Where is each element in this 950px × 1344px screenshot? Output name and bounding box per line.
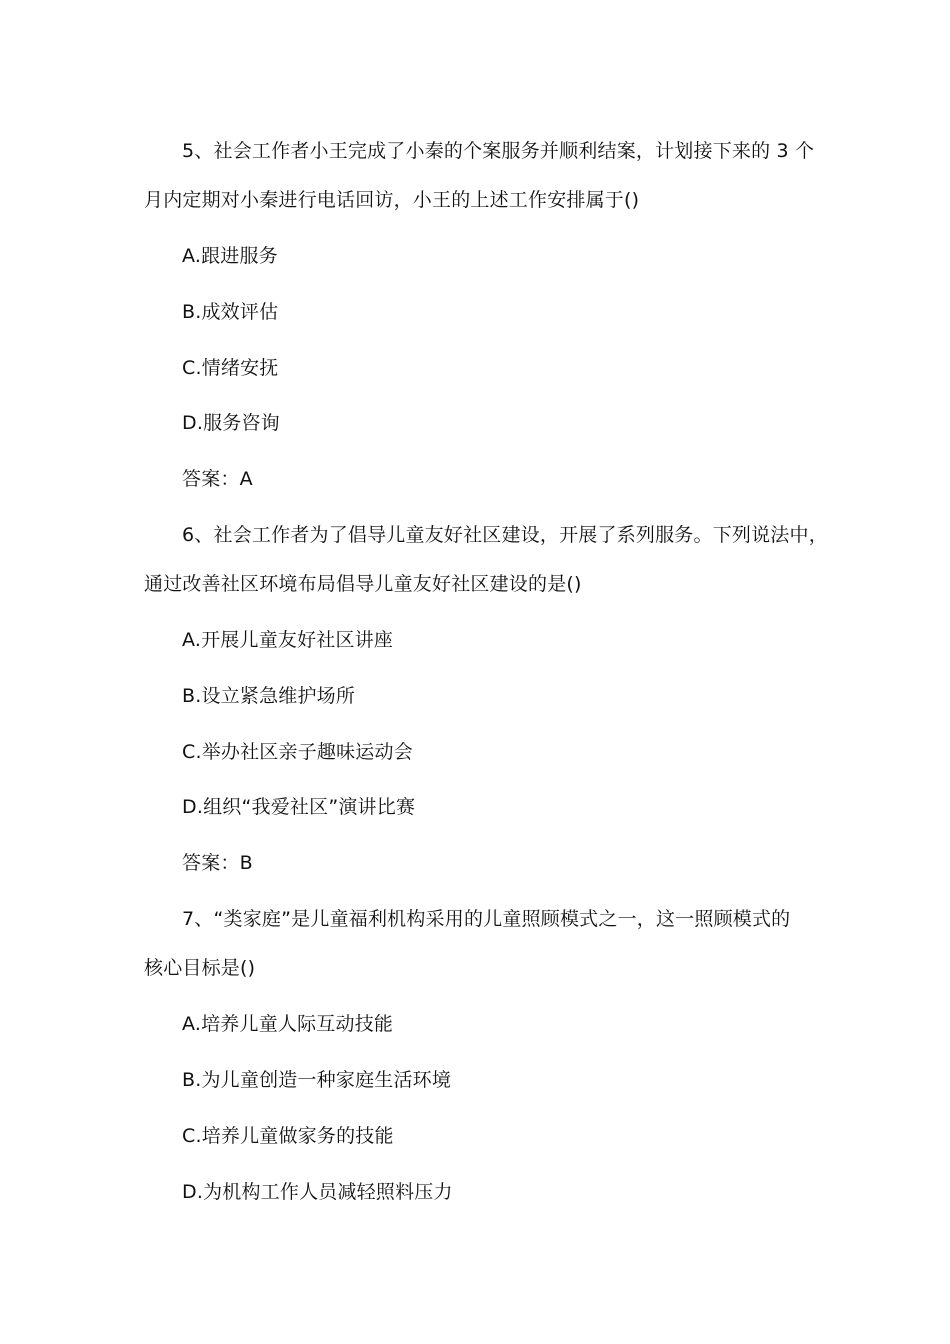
question-5-stem-line-2: 月内定期对小秦进行电话回访，小王的上述工作安排属于(): [144, 189, 640, 211]
question-5-option-b: B.成效评估: [182, 301, 279, 323]
question-7-option-c: C.培养儿童做家务的技能: [182, 1125, 394, 1147]
question-7-option-a: A.培养儿童人际互动技能: [182, 1013, 394, 1035]
question-7-stem-line-1: 7、“类家庭”是儿童福利机构采用的儿童照顾模式之一，这一照顾模式的: [182, 908, 791, 930]
question-6-option-c: C.举办社区亲子趣味运动会: [182, 741, 413, 763]
question-5-option-c: C.情绪安抚: [182, 357, 279, 379]
question-6-option-d: D.组织“我爱社区”演讲比赛: [182, 796, 416, 818]
question-6-option-b: B.设立紧急维护场所: [182, 685, 356, 707]
question-6-stem-line-2: 通过改善社区环境布局倡导儿童友好社区建设的是(): [144, 573, 582, 595]
question-5-option-d: D.服务咨询: [182, 412, 280, 434]
question-5-answer: 答案：A: [182, 468, 253, 490]
question-7-stem-line-2: 核心目标是(): [144, 957, 256, 979]
question-7-option-d: D.为机构工作人员减轻照料压力: [182, 1181, 453, 1203]
question-5-stem-line-1: 5、社会工作者小王完成了小秦的个案服务并顺利结案，计划接下来的 3 个: [182, 140, 815, 162]
question-6-option-a: A.开展儿童友好社区讲座: [182, 629, 394, 651]
question-6-answer: 答案：B: [182, 852, 253, 874]
question-6-stem-line-1: 6、社会工作者为了倡导儿童友好社区建设，开展了系列服务。下列说法中，: [182, 524, 828, 546]
question-5-option-a: A.跟进服务: [182, 245, 278, 267]
question-7-option-b: B.为儿童创造一种家庭生活环境: [182, 1069, 452, 1091]
